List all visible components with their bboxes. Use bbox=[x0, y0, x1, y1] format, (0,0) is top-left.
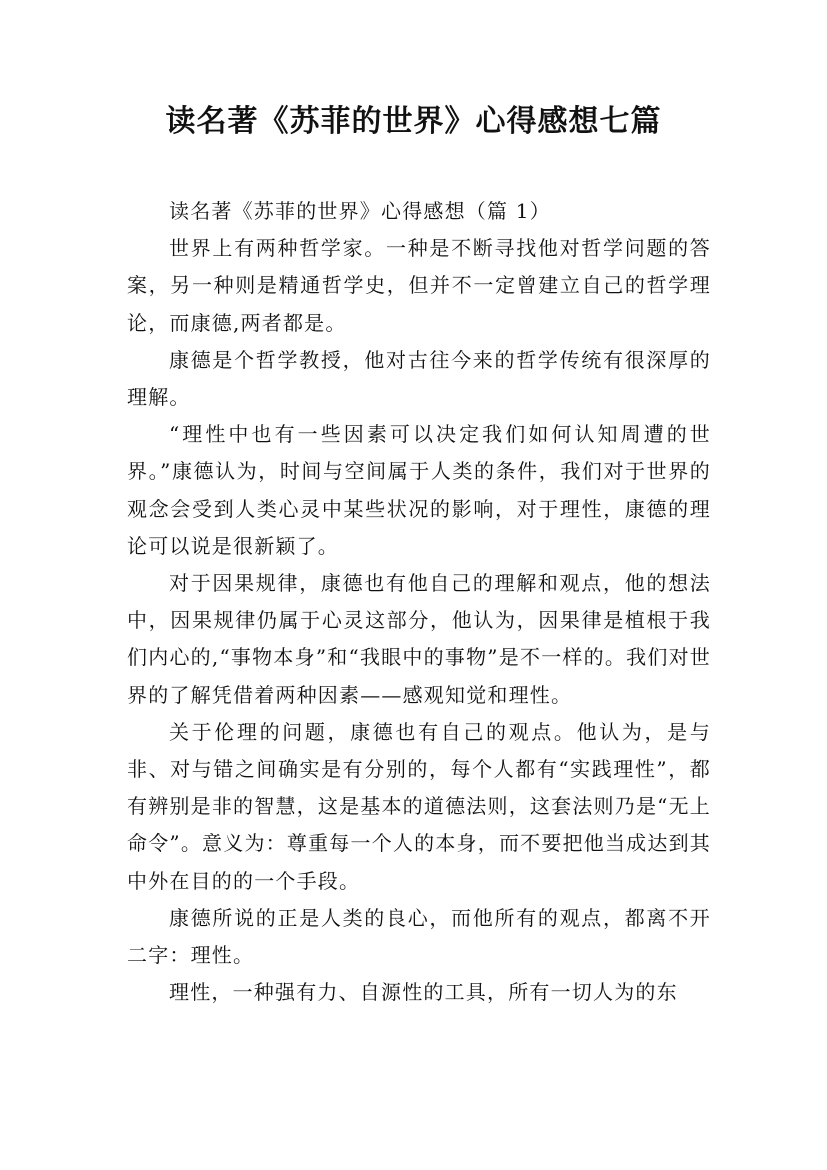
document-title: 读名著《苏菲的世界》心得感想七篇 bbox=[165, 104, 662, 139]
paragraph: 关于伦理的问题，康德也有自己的观点。他认为，是与非、对与错之间确实是有分别的，每个人都有“实践理性”，都有辨别是非的智慧，这是基本的道德法则，这套法则乃是“无上命令”。意义为：尊重每一个人的本身，而不要把他当成达到其中外在目的的一个手段。 bbox=[127, 719, 711, 893]
paragraph: 康德是个哲学教授，他对古往今来的哲学传统有很深厚的理解。 bbox=[127, 347, 711, 410]
paragraph: “理性中也有一些因素可以决定我们如何认知周遭的世界。”康德认为，时间与空间属于人类的条件，我们对于世界的观念会受到人类心灵中某些状况的影响，对于理性，康德的理论可以说是很新颖了。 bbox=[127, 422, 711, 558]
paragraph: 康德所说的正是人类的良心，而他所有的观点，都离不开二字：理性。 bbox=[127, 905, 711, 968]
section-heading: 读名著《苏菲的世界》心得感想（篇 1） bbox=[169, 199, 551, 223]
paragraph: 世界上有两种哲学家。一种是不断寻找他对哲学问题的答案，另一种则是精通哲学史，但并不一定曾建立自己的哲学理论，而康德,两者都是。 bbox=[127, 236, 711, 335]
paragraph: 对于因果规律，康德也有他自己的理解和观点，他的想法中，因果规律仍属于心灵这部分，他认为，因果律是植根于我们内心的,“事物本身”和“我眼中的事物”是不一样的。我们对世界的了解凭借着两种因素——感观知觉和理性。 bbox=[127, 571, 711, 707]
document-body bbox=[127, 193, 711, 1011]
paragraph: 理性，一种强有力、自源性的工具，所有一切人为的东 bbox=[169, 980, 678, 1005]
